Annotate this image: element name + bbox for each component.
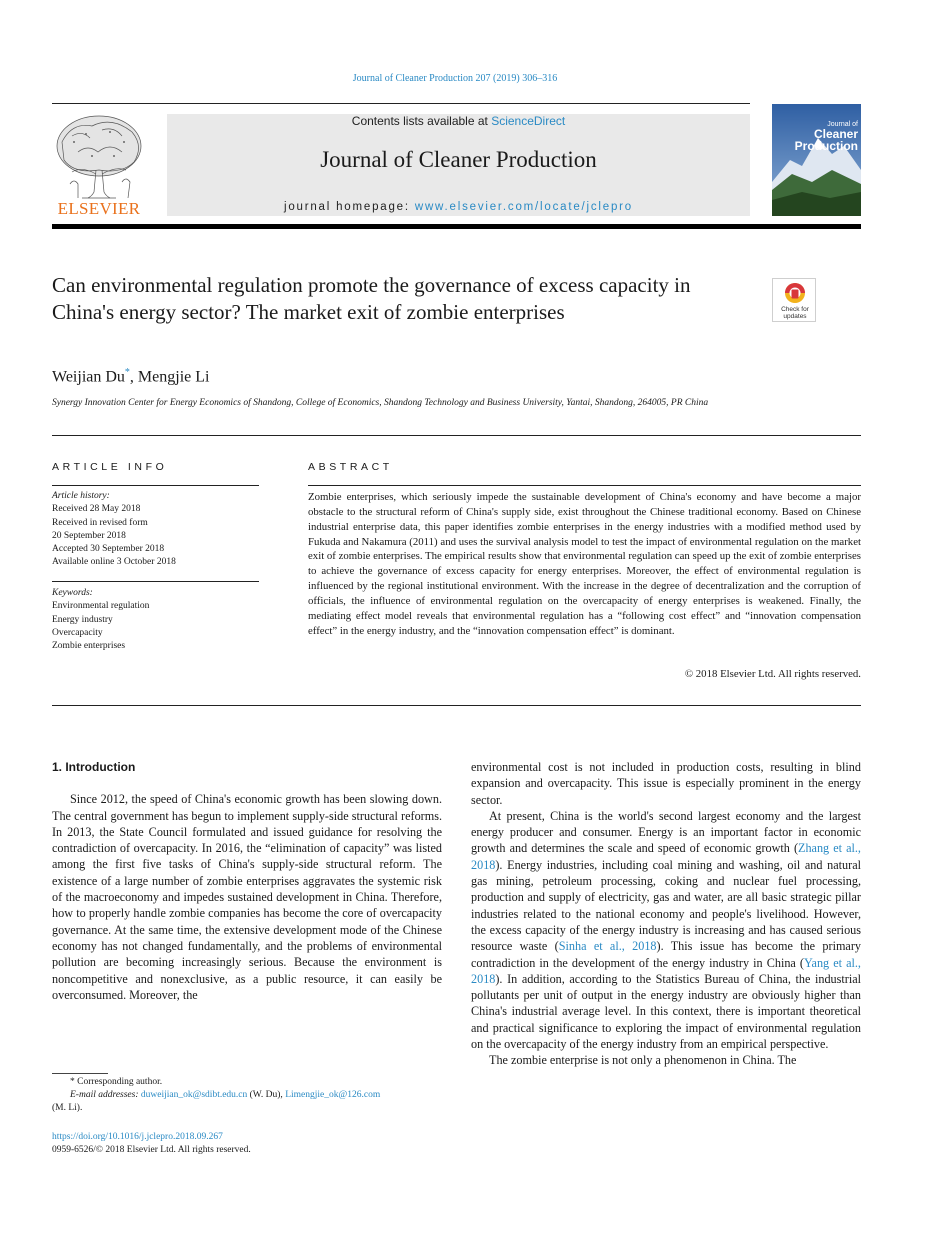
divider [52, 581, 259, 582]
keywords-label: Keywords: [52, 588, 93, 598]
check-for-updates-button[interactable] [772, 278, 816, 322]
check-updates-line2: updates [783, 313, 807, 320]
section-heading-introduction: 1. Introduction [52, 760, 136, 774]
contents-prefix: Contents lists available at [351, 114, 492, 128]
author-list [52, 367, 209, 386]
history-entry: Accepted 30 September 2018 [52, 544, 165, 555]
body-paragraph: Since 2012, the speed of China's economic growth has been slowing down. The central government has begun to implement supply-side structural reforms. In 2013, the State Council formulated and issued guidance for resolving the contradiction of overcapacity. In 2016, the “elimination of capacity” was listed among the first five tasks of China's supply-side structural reform. The existence of a large number of zombie enterprises aggravates the systemic risk of the macroeconomy and impedes sustained development in China. Therefore, how to properly handle zombie companies has become the core of overcapacity governance. At the same time, the extensive development mode of the Chinese economy has not changed fundamentally, and the problems of environmental pollution are becoming increasingly serious. Because the environment is noncompetitive and nonexclusive, as a public resource, it can easily be overconsumed. Moreover, the [52, 792, 442, 1002]
journal-title: Journal of Cleaner Production [320, 147, 597, 172]
history-entry: Available online 3 October 2018 [52, 557, 176, 568]
keyword: Overcapacity [52, 627, 103, 638]
paragraph-text: At present, China is the world's second largest economy and the largest energy producer and consumer. Energy is an important factor in economic growth and determines the scale and speed of economic growth ( [471, 808, 861, 856]
corresponding-author-note: * Corresponding author. [70, 1077, 163, 1087]
paragraph-text: ). This issue has become the primary contradiction in the development of the energy industry in China ( [471, 939, 861, 970]
abstract-heading: ABSTRACT [308, 461, 393, 473]
divider [52, 435, 861, 436]
author-name: Weijian Du [52, 368, 125, 386]
body-paragraph: The zombie enterprise is not only a phenomenon in China. The [489, 1053, 797, 1068]
footnote-rule [52, 1073, 108, 1074]
journal-reference-link[interactable]: Journal of Cleaner Production 207 (2019) 306–316 [352, 73, 558, 84]
cover-title-line1: Journal of [827, 121, 858, 128]
journal-homepage-link[interactable]: www.elsevier.com/locate/jclepro [414, 201, 633, 213]
check-updates-line1: Check for [781, 306, 809, 313]
email-owner: (W. Du), [247, 1090, 286, 1101]
email-addresses [52, 1089, 452, 1102]
corresponding-author-mark[interactable]: * [124, 367, 130, 378]
article-history [52, 490, 259, 570]
issn-copyright: 0959-6526/© 2018 Elsevier Ltd. All rights reserved. [52, 1145, 251, 1155]
sciencedirect-link[interactable]: ScienceDirect [491, 114, 566, 128]
divider [308, 485, 861, 486]
author-separator: , [129, 368, 138, 386]
abstract-text: Zombie enterprises, which seriously impede the sustainable development of China's economy and have become a major obstacle to the structural reform of China's supply side, exist throughout the Chinese traditional economy. Based on Chinese industrial enterprise data, this paper identifies zombie enterprises in the energy industries with a modified method used by Fukuda and Nakamura (2011) and uses the survival analysis model to test the impact of environmental regulation on the market exit of zombie enterprises. The empirical results show that environmental regulation can speed up the exit of zombie enterprises to achieve the governance of excess capacity for energy enterprises. Moreover, the effect of environmental regulation is influenced by the regional institutional environment. With the increase in the degree of decentralization and the corruption of officials, the influence of environmental regulation on the overcapacity of energy enterprises is weakened. Finally, the mediating effect model reveals that environmental regulation has a “following cost effect” and “innovation compensation effect” in the energy industry, and the “innovation compensation effect” is dominant. [308, 491, 861, 637]
history-entry: Received in revised form [52, 517, 148, 528]
citation-link[interactable]: Yang et al., 2018 [471, 955, 861, 986]
email-label: E-mail addresses: [70, 1090, 141, 1101]
author-affiliation: Synergy Innovation Center for Energy Economics of Shandong, College of Economics, Shandong Technology and Business University, Yantai, Shandong, 264005, PR China [52, 398, 709, 408]
email-link[interactable]: Limengjie_ok@126.com [285, 1090, 381, 1101]
journal-homepage-line [167, 201, 750, 213]
keyword: Energy industry [52, 614, 113, 625]
history-entry: Received 28 May 2018 [52, 504, 141, 515]
citation-link[interactable]: Sinha et al., 2018 [558, 939, 657, 954]
contents-available-line [167, 114, 750, 128]
author-name: Mengjie Li [137, 368, 210, 386]
email-owner: (M. Li). [52, 1103, 83, 1114]
article-history-label: Article history: [52, 491, 110, 501]
body-paragraph: environmental cost is not included in production costs, resulting in blind expansion and overcapacity. This issue is especially prominent in the energy sector. [471, 760, 861, 807]
homepage-prefix: journal homepage: [283, 201, 415, 213]
divider [52, 705, 861, 706]
header-bottom-rule [52, 224, 861, 229]
article-info-heading: ARTICLE INFO [52, 461, 168, 473]
divider [52, 485, 259, 486]
email-link[interactable]: duweijian_ok@sdibt.edu.cn [140, 1090, 248, 1101]
doi-link[interactable]: https://doi.org/10.1016/j.jclepro.2018.09.267 [52, 1132, 223, 1142]
keyword: Zombie enterprises [52, 641, 126, 652]
article-title: Can environmental regulation promote the governance of excess capacity in China's energy sector? The market exit of zombie enterprises [52, 273, 691, 324]
journal-masthead [167, 114, 750, 216]
body-column-left [52, 759, 442, 1003]
cover-title-line2: Cleaner [813, 127, 858, 141]
body-column-right [471, 759, 861, 1069]
keyword: Environmental regulation [52, 601, 150, 612]
body-paragraph [471, 808, 861, 1052]
journal-cover-image[interactable] [772, 104, 861, 216]
footnotes [52, 1076, 452, 1116]
paragraph-text: ). In addition, according to the Statistics Bureau of China, the industrial pollutants per unit of output in the energy industry are obviously higher than China's industrial average level. In this context, there is important theoretical and practical significance to exploring the impact of environmental regulation on the overcapacity of the energy industry from an empirical perspective. [471, 971, 861, 1052]
abstract-copyright: © 2018 Elsevier Ltd. All rights reserved. [684, 668, 861, 680]
citation-link[interactable]: Zhang et al., 2018 [471, 841, 861, 872]
header-top-rule [52, 103, 750, 104]
keywords-list [52, 587, 259, 653]
paragraph-text: ). Energy industries, including coal mining and washing, oil and natural gas mining, petroleum processing, coking and nuclear fuel processing, production and supply of electricity, gas and water, are all basic strategic pillar industries related to the national economy and people's livelihood. However, the excess capacity of the energy industry is increasing and has caused serious resource waste ( [471, 857, 861, 954]
cover-title-line3: Production [794, 139, 858, 153]
history-entry: 20 September 2018 [52, 530, 126, 541]
publisher-name: ELSEVIER [57, 199, 141, 218]
check-for-updates-icon [773, 279, 817, 323]
